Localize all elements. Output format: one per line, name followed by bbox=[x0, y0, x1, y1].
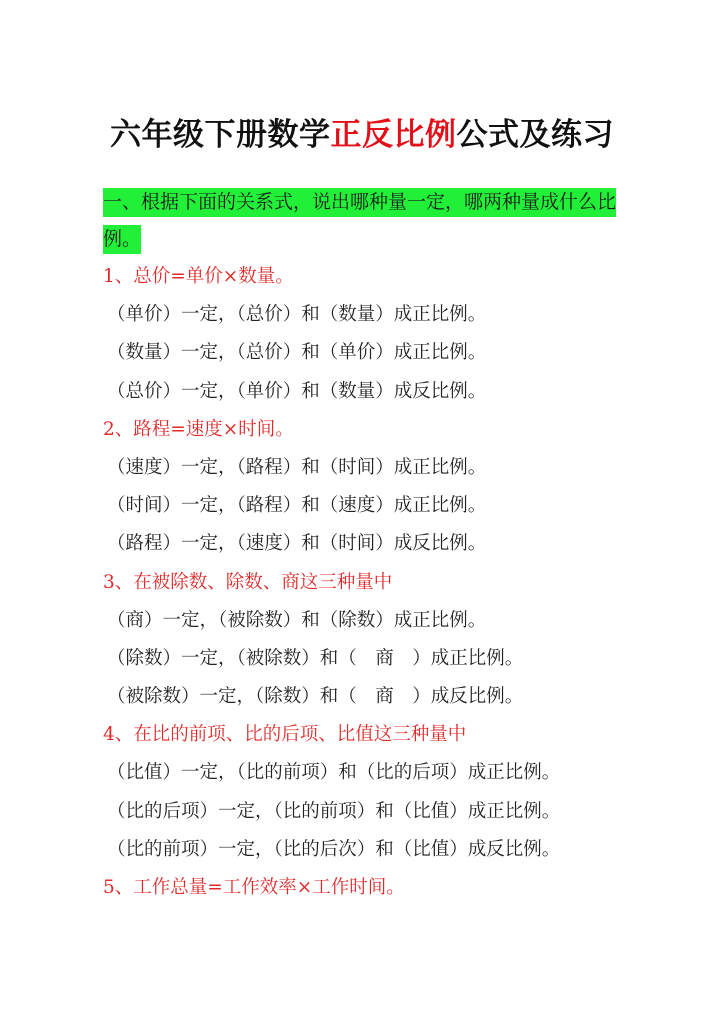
section-item: （数量）一定，（总价）和（单价）成正比例。 bbox=[107, 342, 487, 364]
section-heading: 1、总价=单价×数量。 bbox=[103, 266, 294, 287]
intro-highlighted-text: 一、根据下面的关系式，说出哪种量一定，哪两种量成什么比例。 bbox=[103, 188, 616, 254]
section-item: （总价）一定，（单价）和（数量）成反比例。 bbox=[107, 380, 487, 402]
section-item: （时间）一定，（路程）和（速度）成正比例。 bbox=[107, 495, 487, 517]
page-title bbox=[0, 110, 724, 160]
section-item: （商）一定，（被除数）和（除数）成正比例。 bbox=[107, 609, 487, 631]
section-heading: 4、在比的前项、比的后项、比值这三种量中 bbox=[103, 724, 467, 746]
intro-instruction bbox=[103, 184, 623, 258]
section-item: （路程）一定，（速度）和（时间）成反比例。 bbox=[107, 533, 487, 555]
section-heading: 5、工作总量=工作效率×工作时间。 bbox=[103, 877, 405, 898]
title-highlight: 正反比例 bbox=[330, 117, 457, 153]
title-part-after: 公式及练习 bbox=[456, 117, 614, 153]
title-part-before: 六年级下册数学 bbox=[110, 117, 331, 153]
section-item: （速度）一定，（路程）和（时间）成正比例。 bbox=[107, 456, 487, 478]
section-heading: 3、在被除数、除数、商这三种量中 bbox=[103, 571, 393, 593]
section-heading: 2、路程=速度×时间。 bbox=[103, 418, 294, 440]
section-item: （单价）一定，（总价）和（数量）成正比例。 bbox=[107, 304, 487, 326]
section-item: （比的后项）一定，（比的前项）和（比值）成正比例。 bbox=[107, 800, 561, 822]
formula-sections bbox=[103, 258, 663, 907]
section-item: （比值）一定，（比的前项）和（比的后项）成正比例。 bbox=[107, 762, 561, 784]
section-item: （被除数）一定，（除数）和（ 商 ）成反比例。 bbox=[107, 686, 524, 708]
section-item: （除数）一定，（被除数）和（ 商 ）成正比例。 bbox=[107, 647, 524, 669]
section-item: （比的前项）一定，（比的后次）和（比值）成反比例。 bbox=[107, 838, 561, 860]
